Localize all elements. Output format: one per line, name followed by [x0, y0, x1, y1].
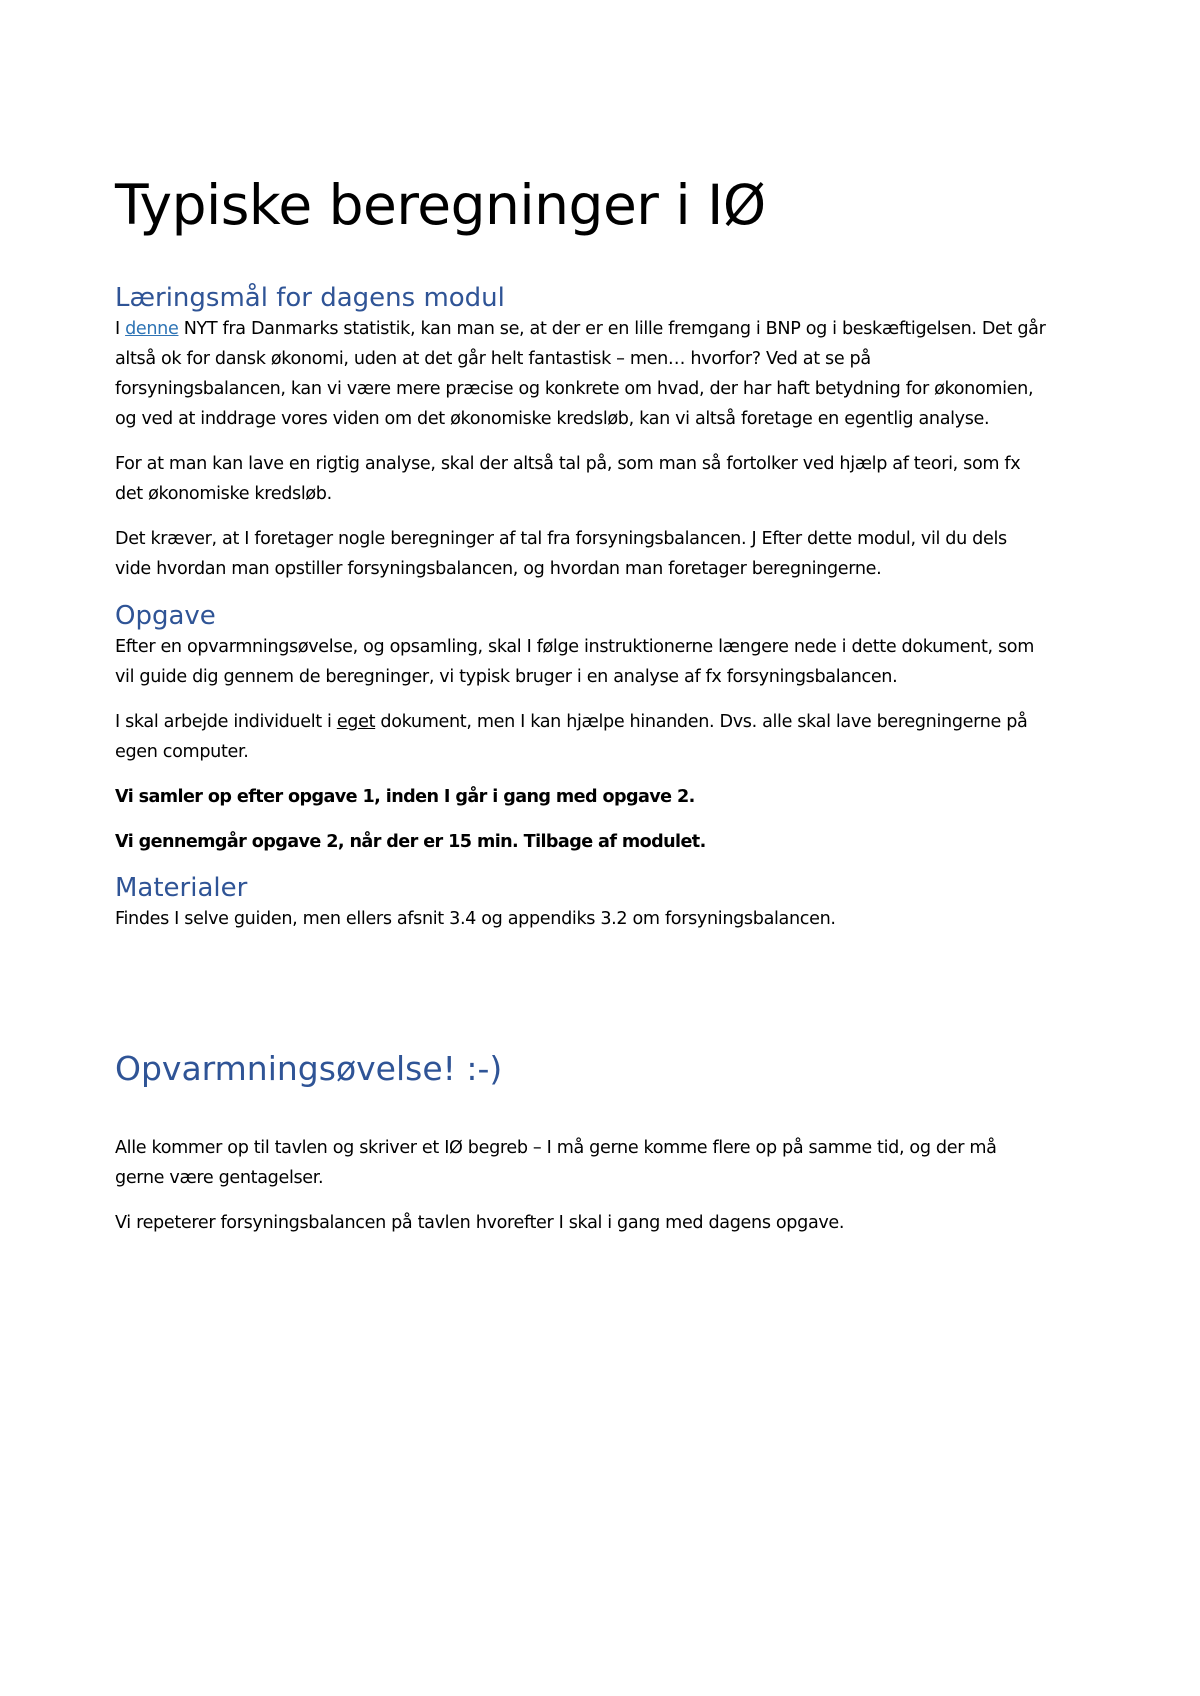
eget-underlined: eget: [336, 712, 376, 732]
task-bold-note-1: Vi samler op efter opgave 1, inden I går i gang med opgave 2.: [115, 787, 695, 807]
learning-p1-line-1: I denne NYT fra Danmarks statistik, kan man se, at der er en lille fremgang i BNP og i beskæftigelsen. Det går: [115, 319, 1046, 339]
denne-link[interactable]: denne: [125, 319, 179, 339]
warmup-heading: Opvarmningsøvelse! :-): [115, 1049, 503, 1088]
task-paragraph-1: [115, 632, 1090, 692]
learning-p1-line-4: og ved at inddrage vores viden om det økonomiske kredsløb, kan vi altså foretage en egentlig analyse.: [115, 409, 990, 429]
learning-p3-line-1: Det kræver, at I foretager nogle beregninger af tal fra forsyningsbalancen. J Efter dette modul, vil du dels: [115, 529, 1007, 549]
learning-p1-line-2: altså ok for dansk økonomi, uden at det går helt fantastisk – men… hvorfor? Ved at se på: [115, 349, 871, 369]
materials-heading: Materialer: [115, 873, 248, 903]
task-p1-line-1: Efter en opvarmningsøvelse, og opsamling, skal I følge instruktionerne længere nede i dette dokument, som: [115, 637, 1034, 657]
task-p1-line-2: vil guide dig gennem de beregninger, vi typisk bruger i en analyse af fx forsyningsbalancen.: [115, 667, 898, 687]
warmup-p1-line-2: gerne være gentagelser.: [115, 1168, 324, 1188]
learning-p2-line-2: det økonomiske kredsløb.: [115, 484, 332, 504]
task-heading: Opgave: [115, 601, 216, 631]
learning-goals-heading: Læringsmål for dagens modul: [115, 283, 505, 313]
materials-paragraph: Findes I selve guiden, men ellers afsnit 3.4 og appendiks 3.2 om forsyningsbalancen.: [115, 909, 836, 929]
learning-p2-line-1: For at man kan lave en rigtig analyse, skal der altså tal på, som man så fortolker ved hjælp af teori, som fx: [115, 454, 1021, 474]
learning-paragraph-3: [115, 524, 1090, 584]
task-paragraph-2: [115, 707, 1090, 767]
page-title: Typiske beregninger i IØ: [115, 173, 766, 237]
learning-paragraph-2: [115, 449, 1090, 509]
task-bold-note-2: Vi gennemgår opgave 2, når der er 15 min. Tilbage af modulet.: [115, 832, 706, 852]
warmup-p1-line-1: Alle kommer op til tavlen og skriver et IØ begreb – I må gerne komme flere op på samme tid, og der må: [115, 1138, 997, 1158]
learning-p1-line-3: forsyningsbalancen, kan vi være mere præcise og konkrete om hvad, der har haft betydning for økonomien,: [115, 379, 1034, 399]
learning-p3-line-2: vide hvordan man opstiller forsyningsbalancen, og hvordan man foretager beregningerne.: [115, 559, 882, 579]
task-p2-line-1: I skal arbejde individuelt i eget dokument, men I kan hjælpe hinanden. Dvs. alle skal lave beregningerne på: [115, 712, 1028, 732]
task-p2-line-2: egen computer.: [115, 742, 249, 762]
warmup-paragraph-2: Vi repeterer forsyningsbalancen på tavlen hvorefter I skal i gang med dagens opgave.: [115, 1213, 845, 1233]
learning-paragraph-1: [115, 314, 1090, 434]
warmup-paragraph-1: [115, 1133, 1090, 1193]
